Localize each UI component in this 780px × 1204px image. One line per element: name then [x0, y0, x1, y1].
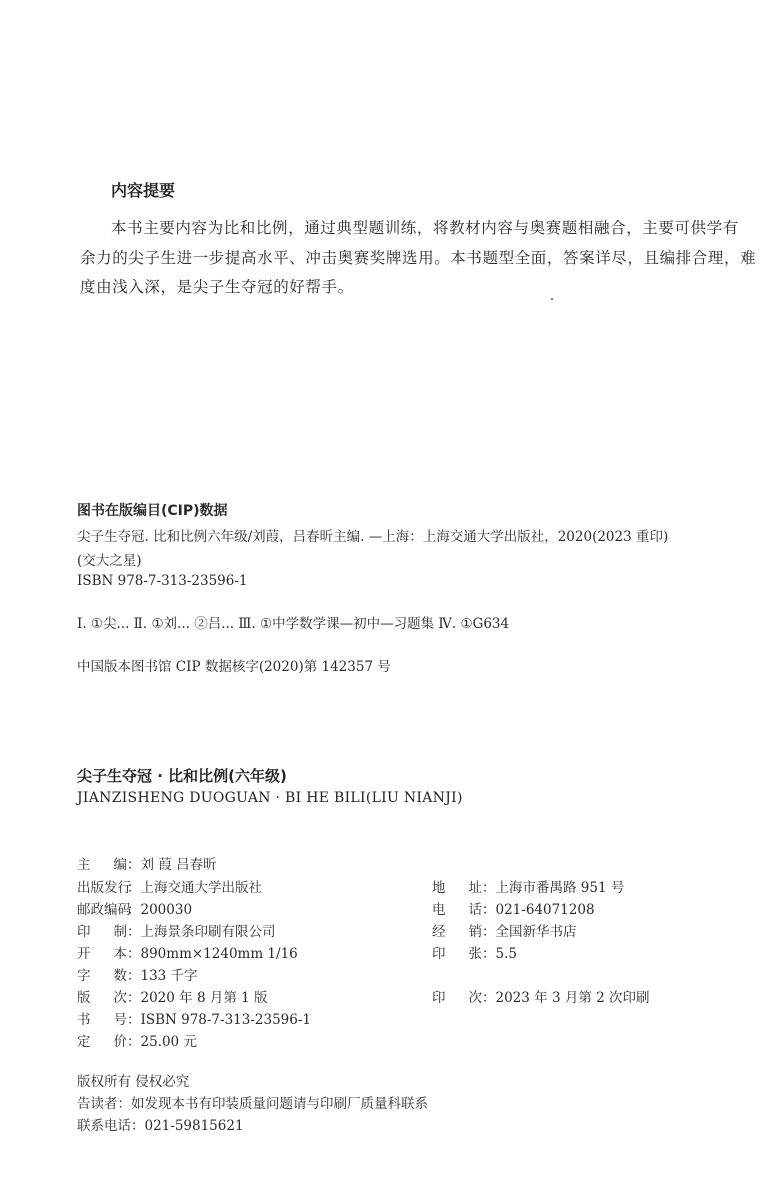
colophon-row: 主编：刘 葭 吕春昕	[77, 853, 217, 873]
colophon-value: 上海交通大学出版社	[140, 880, 262, 896]
colophon-value: 200030	[140, 902, 193, 918]
colophon-label: 开本	[77, 946, 127, 962]
summary-line: 余力的尖子生进一步提高水平、冲击奥赛奖牌选用。本书题型全面，答案详尽，且编排合理，难	[80, 249, 757, 267]
cip-heading: 图书在版编目(CIP)数据	[77, 503, 228, 519]
colophon-value: 上海市番禺路 951 号	[495, 880, 625, 896]
colophon-label: 印制	[77, 924, 127, 940]
colophon-label: 地址	[432, 880, 482, 896]
colophon-label: 出版发行	[77, 880, 131, 896]
colophon-row: 经销：全国新华书店	[432, 920, 577, 940]
colophon-value: 133 千字	[140, 968, 198, 984]
colophon-label: 印张	[432, 946, 482, 962]
colophon-row: 印制：上海景条印刷有限公司	[77, 920, 276, 940]
colophon-label: 字数	[77, 968, 127, 984]
colophon-label: 定价	[77, 1034, 127, 1050]
colophon-value: 25.00 元	[140, 1034, 197, 1050]
colophon-label: 版次	[77, 990, 127, 1006]
book-title-pinyin: JIANZISHENG DUOGUAN · BI HE BILI(LIU NIANJI)	[77, 790, 463, 806]
print-speck	[551, 298, 553, 300]
colophon-value: 全国新华书店	[495, 924, 577, 940]
book-title-chinese: 尖子生夺冠 · 比和比例(六年级)	[77, 767, 287, 785]
reader-notice: 告读者：如发现本书有印装质量问题请与印刷厂质量科联系	[77, 1096, 428, 1112]
colophon-label: 主编	[77, 857, 127, 873]
colophon-row: 字数：133 千字	[77, 964, 198, 984]
colophon-label: 印次	[432, 990, 482, 1006]
colophon-row: 书号：ISBN 978-7-313-23596-1	[77, 1008, 311, 1028]
colophon-label: 邮政编码	[77, 902, 131, 918]
rights-notice: 版权所有 侵权必究	[77, 1074, 190, 1090]
summary-heading: 内容提要	[111, 181, 176, 200]
colophon-value: 021-64071208	[495, 902, 595, 918]
cip-record-number: 中国版本图书馆 CIP 数据核字(2020)第 142357 号	[77, 659, 391, 675]
cip-isbn: ISBN 978-7-313-23596-1	[77, 573, 248, 589]
colophon-value: 2020 年 8 月第 1 版	[140, 990, 268, 1006]
colophon-value: 上海景条印刷有限公司	[140, 924, 276, 940]
colophon-value: ISBN 978-7-313-23596-1	[140, 1012, 312, 1028]
colophon-row: 地址：上海市番禺路 951 号	[432, 876, 624, 896]
colophon-row: 出版发行：上海交通大学出版社	[77, 876, 262, 896]
contact-phone: 联系电话：021-59815621	[77, 1118, 244, 1134]
colophon-label: 电话	[432, 902, 482, 918]
colophon-row: 版次：2020 年 8 月第 1 版	[77, 986, 268, 1006]
colophon-label: 经销	[432, 924, 482, 940]
cip-title-line: 尖子生夺冠. 比和比例六年级/刘葭，吕春昕主编. —上海：上海交通大学出版社，2020(2023 重印)	[77, 529, 669, 545]
colophon-row: 印张：5.5	[432, 942, 517, 962]
colophon-value: 2023 年 3 月第 2 次印刷	[495, 990, 650, 1006]
colophon-value: 5.5	[495, 946, 517, 962]
colophon-row: 印次：2023 年 3 月第 2 次印刷	[432, 986, 650, 1006]
cip-classification: Ⅰ. ①尖... Ⅱ. ①刘... ②吕... Ⅲ. ①中学数学课—初中—习题集 Ⅳ. ①G634	[77, 616, 510, 632]
colophon-row: 电话：021-64071208	[432, 898, 595, 918]
colophon-row: 邮政编码：200030	[77, 898, 192, 918]
summary-line: 本书主要内容为比和比例，通过典型题训练，将教材内容与奥赛题相融合，主要可供学有	[111, 219, 739, 237]
colophon-row: 定价：25.00 元	[77, 1030, 197, 1050]
colophon-row: 开本：890mm×1240mm 1/16	[77, 942, 298, 962]
colophon-label: 书号	[77, 1012, 127, 1028]
colophon-value: 刘 葭 吕春昕	[140, 857, 217, 873]
cip-series: (交大之星)	[77, 553, 142, 569]
colophon-value: 890mm×1240mm 1/16	[140, 946, 298, 962]
summary-line: 度由浅入深，是尖子生夺冠的好帮手。	[80, 278, 354, 296]
